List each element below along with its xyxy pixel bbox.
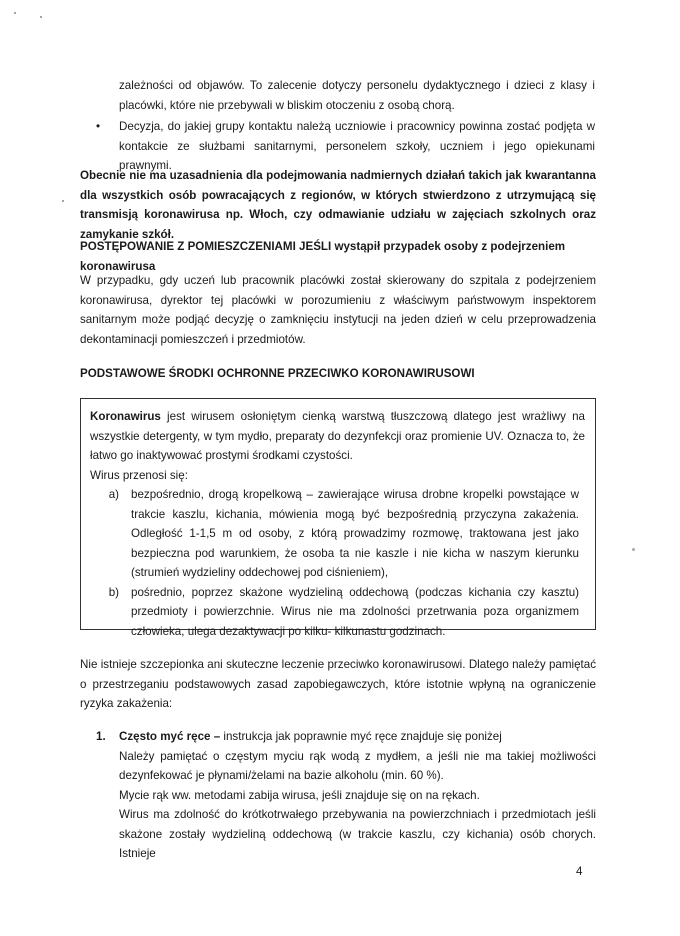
list-marker: b) — [108, 585, 119, 599]
list-item — [90, 583, 585, 642]
item-title: Często myć ręce – — [119, 730, 221, 743]
list-item-text: bezpośrednio, drogą kropelkową – zawierające wirusa drobne kropelki powstające w trakcie kaszlu, kichania, mówienia mogą być bezpośrednią przyczyna zakażenia. Odległość 1-1,5 m od osoby, z którą prowadzimy rozmowę, traktowana jest jako bezpieczna pod warunkiem, że osoba ta nie kaszle i nie kicha w naszym kierunku (strumień wydzieliny oddechowej pod ciśnieniem), — [131, 488, 579, 579]
list-marker: a) — [108, 488, 119, 501]
box-intro — [90, 407, 585, 466]
heading-caps: POSTĘPOWANIE Z POMIESZCZENIAMI JEŚLI — [80, 240, 332, 253]
item-line: Mycie rąk ww. metodami zabija wirusa, jeśli znajduje się on na rękach. — [119, 788, 480, 802]
procedure-paragraph: W przypadku, gdy uczeń lub pracownik placówki został skierowany do szpitala z podejrzeniem koronawirusa, dyrektor tej placówki w porozumieniu z właściwym państwowym inspektorem sanitarnym może podjąć decyzję o zamknięciu instytucji na jeden dzień w celu przeprowadzenia dekontaminacji pomieszczeń i przedmiotów. — [80, 274, 596, 346]
numbered-item — [96, 727, 596, 864]
list-item — [90, 485, 585, 583]
heading-rest: wystąpił przypadek osoby z podejrzeniem koronawirusa — [80, 240, 566, 273]
bullet-text: Decyzja, do jakiej grupy kontaktu należą uczniowie i pracownicy powinna zostać podjęta w kontakcie ze służbami sanitarnymi, personelem szkoły, uczniem i jego opiekunami prawnymi. — [119, 120, 595, 172]
item-line: Wirus ma zdolność do krótkotrwałego przebywania na powierzchniach i przedmiotach jeśli skażone zostały wydzieliną oddechową (w trakcie kaszlu, czy kichania) osób chorych. Istnieje — [119, 808, 596, 860]
continuation-text: zależności od objawów. To zalecenie dotyczy personelu dydaktycznego i dzieci z klasy i placówki, które nie przebywali w bliskim otoczeniu z osobą chorą. — [119, 79, 595, 112]
scan-speck — [62, 200, 64, 202]
scan-speck — [14, 12, 16, 14]
section-heading-basic: PODSTAWOWE ŚRODKI OCHRONNE PRZECIWKO KORONAWIRUSOWI — [80, 367, 475, 380]
box-intro-text: jest wirusem osłoniętym cienką warstwą tłuszczową dlatego jest wrażliwy na wszystkie detergenty, w tym mydło, preparaty do dezynfekcji oraz promienie UV. Oznacza to, że łatwo go inaktywować prostymi środkami czystości. — [90, 410, 585, 462]
item-line: Należy pamiętać o częstym myciu rąk wodą z mydłem, a jeśli nie ma takiej możliwości dezynfekować je płynami/żelami na bazie alkoholu (min. 60 %). — [119, 749, 596, 782]
vaccine-paragraph: Nie istnieje szczepionka ani skuteczne leczenie przeciwko koronawirusowi. Dlatego należy pamiętać o przestrzeganiu podstawowych zasad zapobiegawczych, które istotnie wpłyną na ograniczenie ryzyka zakażenia: — [80, 658, 596, 710]
page-number: 4 — [576, 865, 583, 878]
info-box — [80, 398, 596, 638]
scan-speck — [632, 548, 635, 551]
list-item-text: pośrednio, poprzez skażone wydzieliną oddechową (podczas kichania czy kasztu) przedmioty i powierzchnie. Wirus nie ma zdolności przetrwania poza organizmem człowieka, ulega dezaktywacji po kilku- kilkunastu godzinach. — [131, 585, 579, 638]
scan-speck — [40, 16, 42, 18]
warning-paragraph: Obecnie nie ma uzasadnienia dla podejmowania nadmiernych działań takich jak kwarantanna dla wszystkich osób powracających z regionów, w których stwierdzono z utrzymującą się transmisją koronawirusa np. Włoch, czy odmawianie udziału w zajęciach szkolnych oraz zamykanie szkół. — [80, 169, 596, 241]
box-transmits-label: Wirus przenosi się: — [90, 468, 188, 482]
box-term: Koronawirus — [90, 410, 161, 423]
item-title-rest: instrukcja jak poprawnie myć ręce znajduje się poniżej — [220, 730, 502, 743]
item-number: 1. — [96, 730, 106, 743]
bullet-marker: • — [96, 120, 101, 133]
item-title-line — [119, 727, 596, 747]
item-body — [119, 727, 596, 864]
transmission-list — [90, 485, 585, 641]
